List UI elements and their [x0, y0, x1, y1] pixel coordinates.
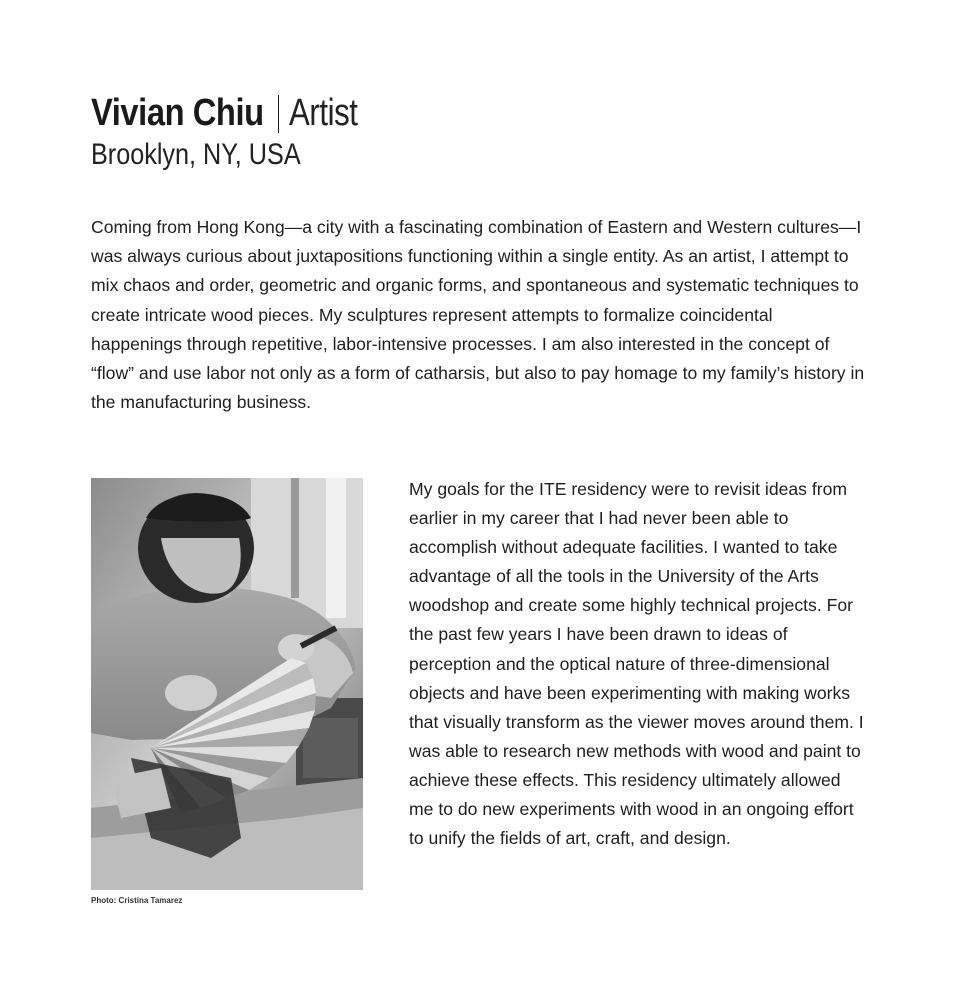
title-separator [278, 95, 280, 133]
artist-location: Brooklyn, NY, USA [91, 138, 301, 171]
intro-paragraph: Coming from Hong Kong—a city with a fascinating combination of Eastern and Western cultures—I was always curious about juxtapositions functioning within a single entity. As an artist, I attempt to mix chaos and order, geometric and organic forms, and spontaneous and systematic techniques to create intricate wood pieces. My sculptures represent attempts to formalize coincidental happenings through repetitive, labor-intensive processes. I am also interested in the concept of “flow” and use labor not only as a form of catharsis, but also to pay homage to my family’s history in the manufacturing business. [91, 217, 865, 413]
title-line [91, 88, 891, 138]
artist-role: Artist [289, 92, 358, 134]
artist-photo [91, 478, 363, 890]
photo-caption: Photo: Cristina Tamarez [91, 896, 183, 905]
page-header [91, 88, 891, 174]
artist-name: Vivian Chiu [91, 92, 264, 134]
artist-photo-illustration [91, 478, 363, 890]
goals-paragraph: My goals for the ITE residency were to revisit ideas from earlier in my career that I had never been able to accomplish without adequate facilities. I wanted to take advantage of all the tools in the University of the Arts woodshop and create some highly technical projects. For the past few years I have been drawn to ideas of perception and the optical nature of three-dimensional objects and have been experimenting with making works that visually transform as the viewer moves around them. I was able to research new methods with wood and paint to achieve these effects. This residency ultimately allowed me to do new experiments with wood in an ongoing effort to unify the fields of art, craft, and design. [409, 479, 864, 849]
